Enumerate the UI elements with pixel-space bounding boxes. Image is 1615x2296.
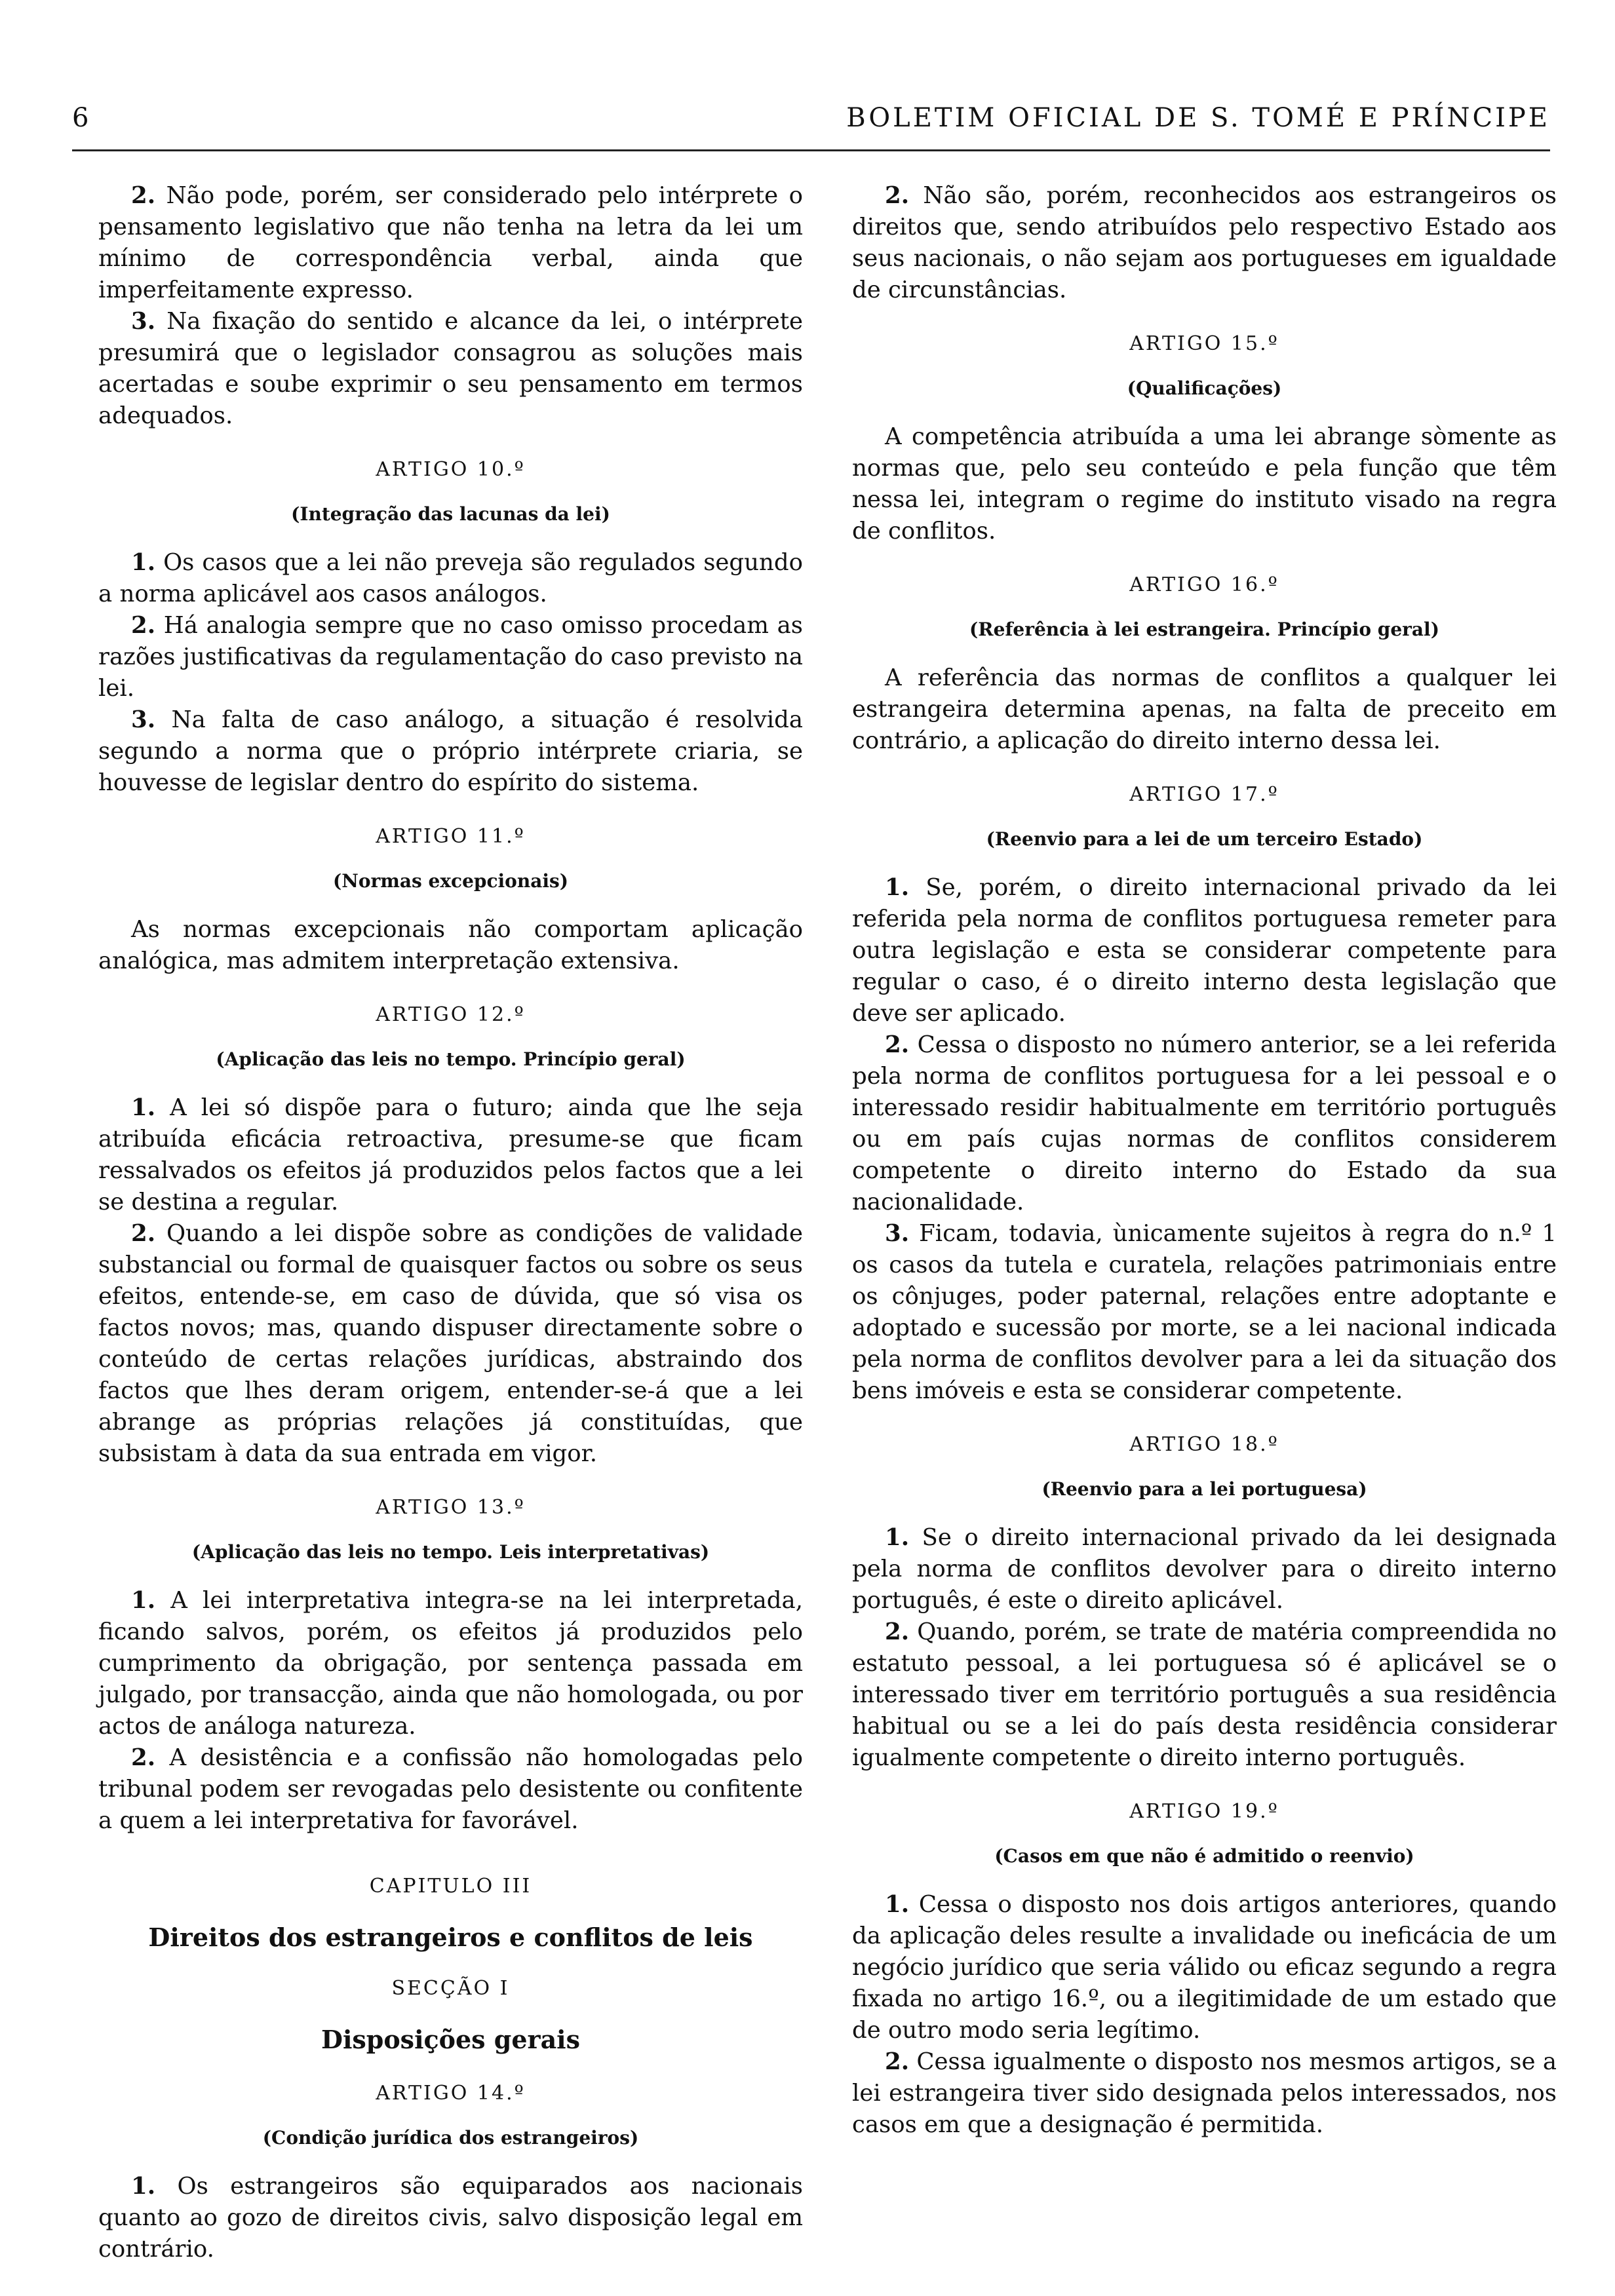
paragraph xyxy=(98,180,803,306)
left-column xyxy=(98,180,803,2265)
paragraph-number: 2. xyxy=(131,1220,156,1247)
chapter-heading: Direitos dos estrangeiros e conflitos de leis xyxy=(148,1923,753,1952)
paragraph-text: A desistência e a confissão não homologadas pelo tribunal podem ser revogadas pelo desistente ou confitente a quem a lei interpretativa for favorável. xyxy=(98,1744,803,1834)
article-12-title: ARTIGO 12.º xyxy=(376,1003,526,1026)
paragraph-number: 3. xyxy=(885,1220,910,1247)
article-18-title: ARTIGO 18.º xyxy=(1129,1433,1279,1456)
paragraph xyxy=(98,547,803,610)
paragraph-text: Cessa o disposto nos dois artigos anteriores, quando da aplicação deles resulte a invalidade ou ineficácia de um negócio jurídico que seria válido ou eficaz segundo a regra fixada no artigo 16.º, ou a ilegitimidade de um estado que de outro modo seria legítimo. xyxy=(852,1891,1557,2044)
article-11-title: ARTIGO 11.º xyxy=(376,825,526,848)
paragraph-text: Há analogia sempre que no caso omisso procedam as razões justificativas da regulamentação do caso previsto na lei. xyxy=(98,612,804,702)
paragraph-text: Não pode, porém, ser considerado pelo intérprete o pensamento legislativo que não tenha na letra da lei um mínimo de correspondência verbal, ainda que imperfeitamente expresso. xyxy=(98,182,803,303)
paragraph-text: A lei interpretativa integra-se na lei interpretada, ficando salvos, porém, os efeitos já produzidos pelo cumprimento da obrigação, por sentença passada em julgado, por transacção, ainda que não homologada, ou por actos de análoga natureza. xyxy=(98,1587,803,1740)
article-12-heading: (Aplicação das leis no tempo. Princípio geral) xyxy=(216,1048,686,1070)
paragraph xyxy=(852,1218,1557,1407)
header-divider xyxy=(72,149,1550,151)
page-header xyxy=(72,98,1550,138)
paragraph-text: Cessa igualmente o disposto nos mesmos artigos, se a lei estrangeira tiver sido designada pelos interessados, nos casos em que a designação é permitida. xyxy=(852,2048,1557,2138)
paragraph-text: Cessa o disposto no número anterior, se a lei referida pela norma de conflitos portuguesa for a lei pessoal e o interessado residir habitualmente em território português ou em país cujas normas de conflitos considerem competente o direito interno do Estado da sua nacionalidade. xyxy=(852,1031,1557,1215)
paragraph xyxy=(98,1218,803,1470)
paragraph-number: 3. xyxy=(131,706,156,733)
paragraph-text: Se, porém, o direito internacional privado da lei referida pela norma de conflitos portuguesa remeter para outra legislação e esta se considerar competente para regular o caso, é o direito interno desta legislação que deve ser aplicado. xyxy=(852,874,1557,1027)
paragraph xyxy=(852,1617,1557,1774)
paragraph-number: 1. xyxy=(131,1094,156,1121)
journal-title: BOLETIM OFICIAL DE S. TOMÉ E PRÍNCIPE xyxy=(846,103,1550,133)
paragraph xyxy=(852,1029,1557,1218)
paragraph xyxy=(852,421,1557,547)
paragraph xyxy=(98,306,803,432)
paragraph-number: 1. xyxy=(885,1891,910,1918)
paragraph xyxy=(852,2046,1557,2141)
article-16-heading: (Referência à lei estrangeira. Princípio geral) xyxy=(969,619,1439,640)
article-17-title: ARTIGO 17.º xyxy=(1129,783,1279,806)
section-title: SECÇÃO I xyxy=(391,1977,510,2000)
article-15-heading: (Qualificações) xyxy=(1127,377,1282,399)
paragraph-number: 2. xyxy=(885,1618,910,1645)
paragraph-number: 2. xyxy=(131,1744,156,1771)
paragraph xyxy=(98,914,803,977)
article-16-title: ARTIGO 16.º xyxy=(1129,573,1279,596)
paragraph-text: Quando, porém, se trate de matéria compreendida no estatuto pessoal, a lei portuguesa só é aplicável se o interessado tiver em território português a sua residência habitual ou se a lei do país desta residência considerar igualmente competente o direito interno português. xyxy=(852,1618,1557,1771)
article-19-title: ARTIGO 19.º xyxy=(1129,1800,1279,1823)
paragraph xyxy=(852,1889,1557,2046)
paragraph xyxy=(852,872,1557,1029)
paragraph-number: 1. xyxy=(131,549,156,576)
article-19-heading: (Casos em que não é admitido o reenvio) xyxy=(994,1845,1414,1867)
article-10-title: ARTIGO 10.º xyxy=(376,458,526,481)
paragraph-number: 2. xyxy=(131,612,156,639)
paragraph-text: Ficam, todavia, ùnicamente sujeitos à regra do n.º 1 os casos da tutela e curatela, relações patrimoniais entre os cônjuges, poder paternal, relações entre adoptante e adoptado e sucessão por morte, se a lei nacional indicada pela norma de conflitos devolver para a lei da situação dos bens imóveis e esta se considerar competente. xyxy=(852,1220,1557,1404)
page-number: 6 xyxy=(72,103,89,133)
paragraph-text: A referência das normas de conflitos a qualquer lei estrangeira determina apenas, na falta de preceito em contrário, a aplicação do direito interno dessa lei. xyxy=(852,664,1557,754)
paragraph-number: 1. xyxy=(885,874,910,901)
paragraph-text: Os casos que a lei não preveja são regulados segundo a norma aplicável aos casos análogos. xyxy=(98,549,803,607)
paragraph-text: Na fixação do sentido e alcance da lei, o intérprete presumirá que o legislador consagrou as soluções mais acertadas e soube exprimir o seu pensamento em termos adequados. xyxy=(98,308,803,429)
paragraph-text: Os estrangeiros são equiparados aos nacionais quanto ao gozo de direitos civis, salvo disposição legal em contrário. xyxy=(98,2173,803,2263)
chapter-title: CAPITULO III xyxy=(369,1875,532,1898)
paragraph-number: 1. xyxy=(885,1524,910,1551)
paragraph-text: Quando a lei dispõe sobre as condições de validade substancial ou formal de quaisquer factos ou sobre os seus efeitos, entende-se, em caso de dúvida, que só visa os factos novos; mas, quando dispuser directamente sobre o conteúdo de certas relações jurídicas, abstraindo dos factos que lhes deram origem, entender-se-á que a lei abrange as próprias relações já constituídas, que subsistam à data da sua entrada em vigor. xyxy=(98,1220,803,1467)
paragraph-number: 2. xyxy=(885,2048,910,2075)
paragraph-number: 2. xyxy=(131,182,156,209)
right-column xyxy=(852,180,1557,2141)
article-10-heading: (Integração das lacunas da lei) xyxy=(291,503,610,525)
paragraph xyxy=(98,1585,803,1742)
paragraph-text: Não são, porém, reconhecidos aos estrangeiros os direitos que, sendo atribuídos pelo respectivo Estado aos seus nacionais, o não sejam aos portugueses em igualdade de circunstâncias. xyxy=(852,182,1557,303)
paragraph-text: Se o direito internacional privado da lei designada pela norma de conflitos devolver para o direito interno português, é este o direito aplicável. xyxy=(852,1524,1557,1614)
article-14-heading: (Condição jurídica dos estrangeiros) xyxy=(262,2127,639,2149)
paragraph xyxy=(98,704,803,799)
paragraph xyxy=(98,1742,803,1837)
article-14-title: ARTIGO 14.º xyxy=(376,2082,526,2105)
paragraph-text: A lei só dispõe para o futuro; ainda que lhe seja atribuída eficácia retroactiva, presume-se que ficam ressalvados os efeitos já produzidos pelos factos que a lei se destina a regular. xyxy=(98,1094,803,1215)
article-17-heading: (Reenvio para a lei de um terceiro Estado) xyxy=(986,828,1423,850)
article-13-title: ARTIGO 13.º xyxy=(376,1496,526,1519)
paragraph xyxy=(98,1092,803,1218)
article-13-heading: (Aplicação das leis no tempo. Leis interpretativas) xyxy=(191,1541,710,1563)
paragraph xyxy=(98,2171,803,2265)
paragraph-number: 3. xyxy=(131,308,156,335)
paragraph-number: 1. xyxy=(131,2173,156,2200)
article-18-heading: (Reenvio para a lei portuguesa) xyxy=(1041,1478,1367,1500)
paragraph-text: Na falta de caso análogo, a situação é resolvida segundo a norma que o próprio intérprete criaria, se houvesse de legislar dentro do espírito do sistema. xyxy=(98,706,803,796)
paragraph xyxy=(98,610,803,704)
article-15-title: ARTIGO 15.º xyxy=(1129,332,1279,355)
paragraph-text: A competência atribuída a uma lei abrange sòmente as normas que, pelo seu conteúdo e pela função que têm nessa lei, integram o regime do instituto visado na regra de conflitos. xyxy=(852,423,1557,545)
section-heading: Disposições gerais xyxy=(321,2025,581,2054)
paragraph xyxy=(852,1522,1557,1617)
paragraph-text: As normas excepcionais não comportam aplicação analógica, mas admitem interpretação extensiva. xyxy=(98,916,803,974)
article-11-heading: (Normas excepcionais) xyxy=(332,870,568,892)
paragraph-number: 1. xyxy=(131,1587,156,1614)
paragraph-number: 2. xyxy=(885,1031,910,1058)
paragraph xyxy=(852,662,1557,757)
paragraph-number: 2. xyxy=(885,182,910,209)
paragraph xyxy=(852,180,1557,306)
